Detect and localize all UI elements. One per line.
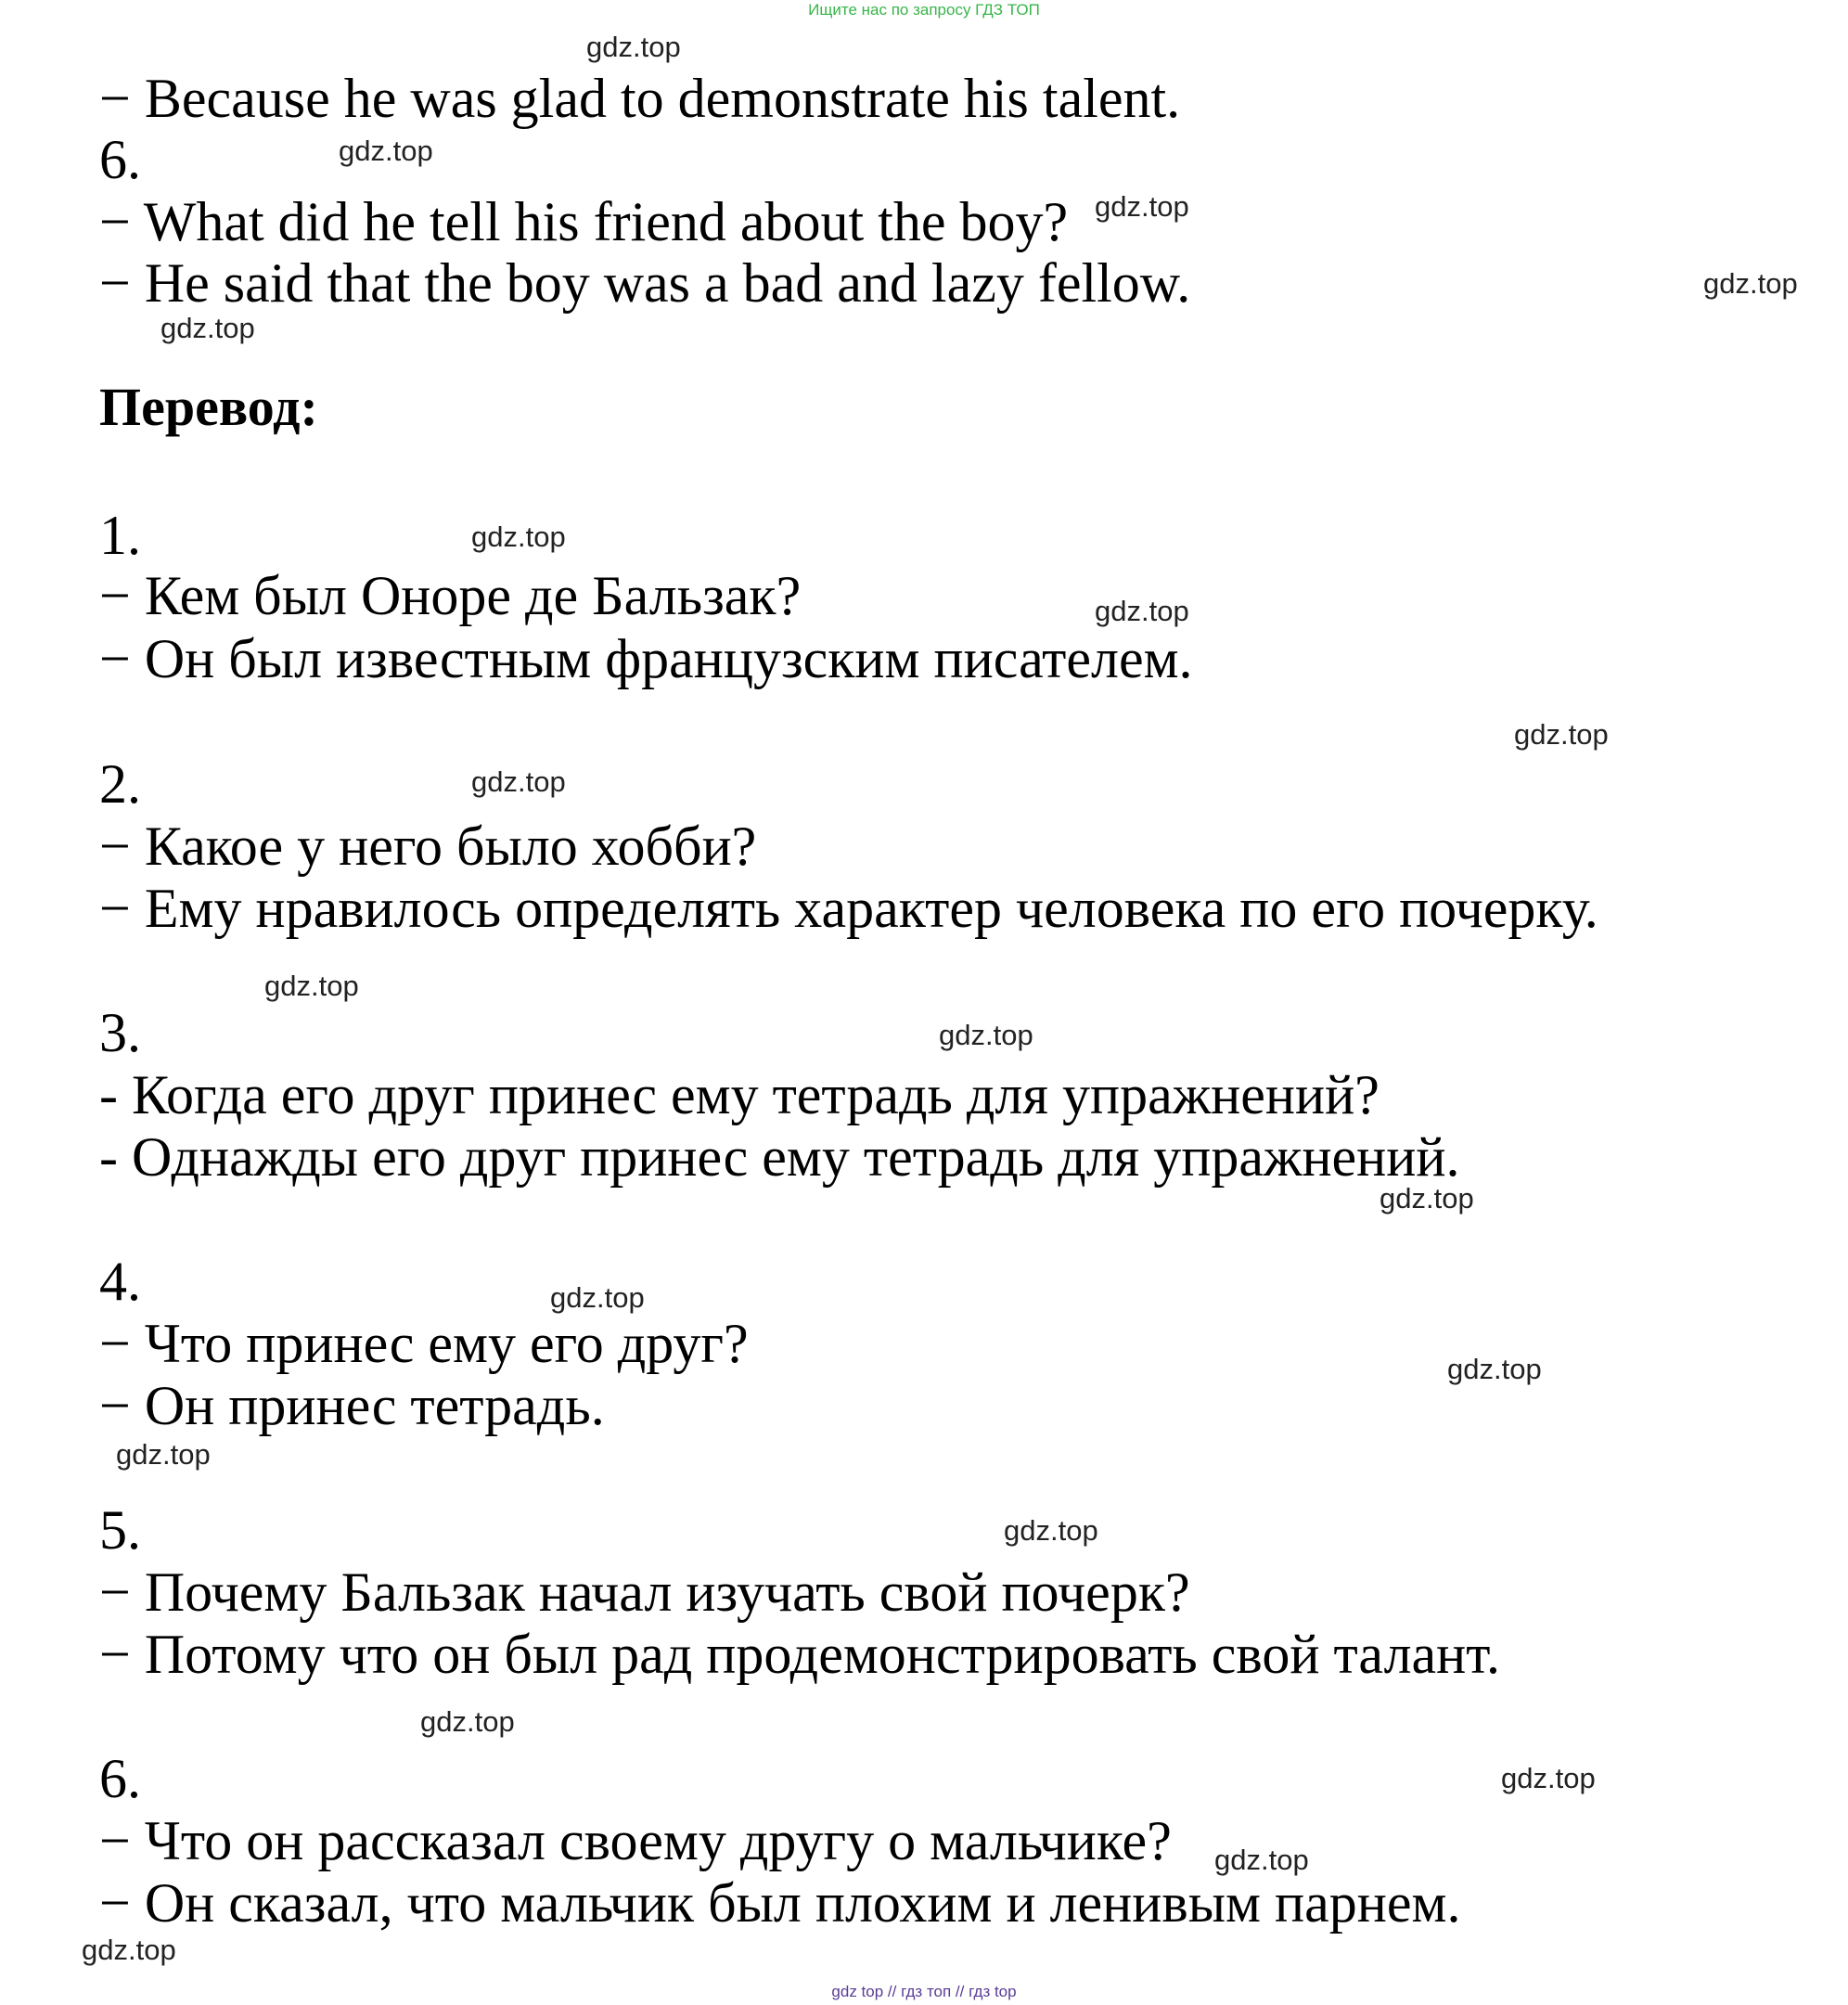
answer-line: − Потому что он был рад продемонстрировать свой талант. [99, 1624, 1500, 1685]
watermark: gdz.top [471, 521, 566, 553]
watermark: gdz.top [471, 765, 566, 798]
watermark: gdz.top [1095, 190, 1189, 223]
watermark: gdz.top [264, 970, 359, 1002]
answer-line: − Ему нравилось определять характер человека по его почерку. [99, 878, 1598, 939]
watermark: gdz.top [1380, 1182, 1474, 1215]
answer-line: − Он принес тетрадь. [99, 1375, 605, 1436]
item-number: 6. [99, 129, 141, 190]
question-line: − What did he tell his friend about the boy? [99, 191, 1069, 252]
watermark: gdz.top [420, 1705, 515, 1738]
watermark: gdz.top [1447, 1353, 1542, 1385]
watermark: gdz.top [1095, 595, 1189, 627]
question-line: − Что он рассказал своему другу о мальчике? [99, 1810, 1172, 1871]
answer-line: − Because he was glad to demonstrate his talent. [99, 68, 1181, 129]
question-line: − Какое у него было хобби? [99, 816, 757, 877]
watermark: gdz.top [160, 312, 255, 344]
watermark: gdz.top [1004, 1514, 1098, 1547]
watermark: gdz.top [586, 31, 681, 63]
section-heading: Перевод: [99, 377, 318, 437]
watermark: gdz.top [939, 1019, 1033, 1051]
answer-line: - Однажды его друг принес ему тетрадь для упражнений. [99, 1126, 1460, 1188]
bottom-banner: gdz top // гдз топ // гдз top [831, 1983, 1017, 2000]
top-banner: Ищите нас по запросу ГДЗ ТОП [808, 1, 1040, 19]
watermark: gdz.top [1214, 1844, 1309, 1876]
watermark: gdz.top [116, 1438, 211, 1471]
watermark: gdz.top [1703, 267, 1798, 300]
item-number: 2. [99, 753, 141, 815]
item-number: 3. [99, 1002, 141, 1063]
question-line: − Кем был Оноре де Бальзак? [99, 565, 802, 626]
question-line: − Почему Бальзак начал изучать свой почерк? [99, 1562, 1190, 1623]
item-number: 4. [99, 1251, 141, 1312]
item-number: 5. [99, 1499, 141, 1561]
watermark: gdz.top [82, 1934, 176, 1966]
item-number: 1. [99, 505, 141, 566]
watermark: gdz.top [1514, 718, 1609, 751]
watermark: gdz.top [1501, 1762, 1596, 1794]
item-number: 6. [99, 1748, 141, 1809]
watermark: gdz.top [550, 1281, 645, 1314]
answer-line: − He said that the boy was a bad and lazy fellow. [99, 252, 1191, 314]
question-line: - Когда его друг принес ему тетрадь для упражнений? [99, 1064, 1380, 1125]
answer-line: − Он сказал, что мальчик был плохим и ленивым парнем. [99, 1872, 1461, 1934]
question-line: − Что принес ему его друг? [99, 1313, 749, 1374]
answer-line: − Он был известным французским писателем. [99, 628, 1193, 689]
watermark: gdz.top [339, 135, 433, 167]
